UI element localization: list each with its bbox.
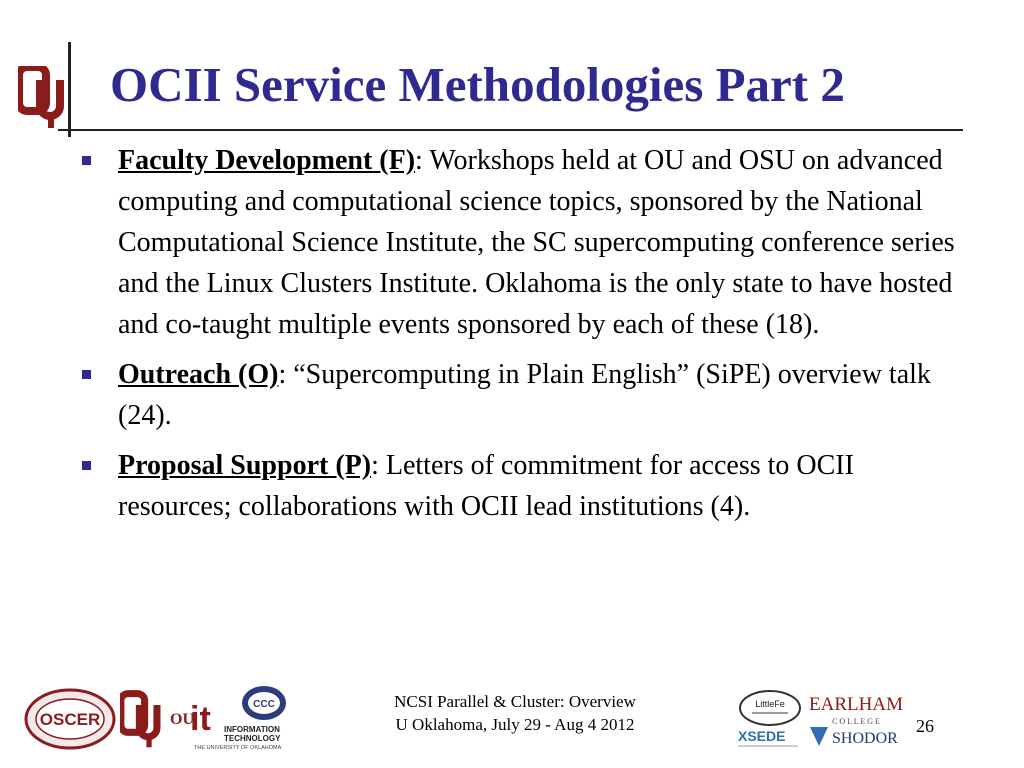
header-horizontal-rule [58, 129, 963, 131]
bullet-text: Letters of commitment for access to OCII resources; collaborations with OCII lead institutions (4). [118, 450, 854, 522]
oscer-logo-text: OSCER [39, 710, 101, 729]
bullet-outreach [78, 354, 958, 436]
bullet-list [78, 140, 958, 536]
header-vertical-rule [68, 42, 71, 137]
page-number: 26 [916, 716, 934, 736]
bullet-square-icon [82, 370, 91, 379]
ccc-logo-icon [240, 684, 288, 722]
svg-text:XSEDE: XSEDE [738, 728, 786, 744]
oscer-logo-icon [24, 688, 116, 750]
footer-text [355, 690, 675, 736]
ou-footer-logo-icon [120, 690, 164, 750]
bullet-separator: : [278, 359, 287, 390]
bullet-text: “Supercomputing in Plain English” (SiPE) overview talk (24). [118, 359, 931, 431]
svg-text:SHODOR: SHODOR [832, 730, 898, 747]
bullet-proposal-support [78, 445, 958, 527]
bullet-term: Outreach (O) [118, 359, 279, 390]
xsede-logo-icon [736, 726, 806, 752]
ou-logo-icon [18, 66, 68, 128]
svg-text:INFORMATION: INFORMATION [224, 725, 280, 734]
svg-text:LittleFe: LittleFe [755, 699, 785, 709]
bullet-separator: : [415, 145, 423, 176]
footer-line-1: NCSI Parallel & Cluster: Overview [394, 692, 636, 711]
bullet-separator: : [371, 450, 379, 481]
bullet-square-icon [82, 156, 91, 165]
bullet-text: Workshops held at OU and OSU on advanced computing and computational science topics, sponsored by the National Computational Science Institute, the SC supercomputing conference series and the Linux Clusters Institute. Oklahoma is the only state to have hosted and co-taught multiple events sponsored by each of these (18). [118, 145, 955, 340]
footer-line-2: U Oklahoma, July 29 - Aug 4 2012 [395, 715, 635, 734]
bullet-square-icon [82, 461, 91, 470]
svg-text:CCC: CCC [253, 699, 275, 710]
svg-text:EARLHAM: EARLHAM [809, 694, 903, 715]
svg-text:it: it [190, 700, 211, 738]
bullet-term: Faculty Development (F) [118, 145, 416, 176]
littlefe-logo-icon [738, 688, 802, 728]
bullet-faculty-development [78, 140, 958, 345]
earlham-logo-icon [808, 694, 904, 728]
svg-text:OU: OU [170, 711, 194, 728]
slide-title: OCII Service Methodologies Part 2 [110, 57, 845, 112]
svg-text:THE UNIVERSITY OF OKLAHOMA: THE UNIVERSITY OF OKLAHOMA [194, 745, 282, 750]
bullet-term: Proposal Support (P) [118, 450, 372, 481]
shodor-logo-icon [808, 724, 906, 750]
svg-text:TECHNOLOGY: TECHNOLOGY [224, 734, 281, 743]
svg-text:C O L L E G E: C O L L E G E [832, 717, 880, 726]
